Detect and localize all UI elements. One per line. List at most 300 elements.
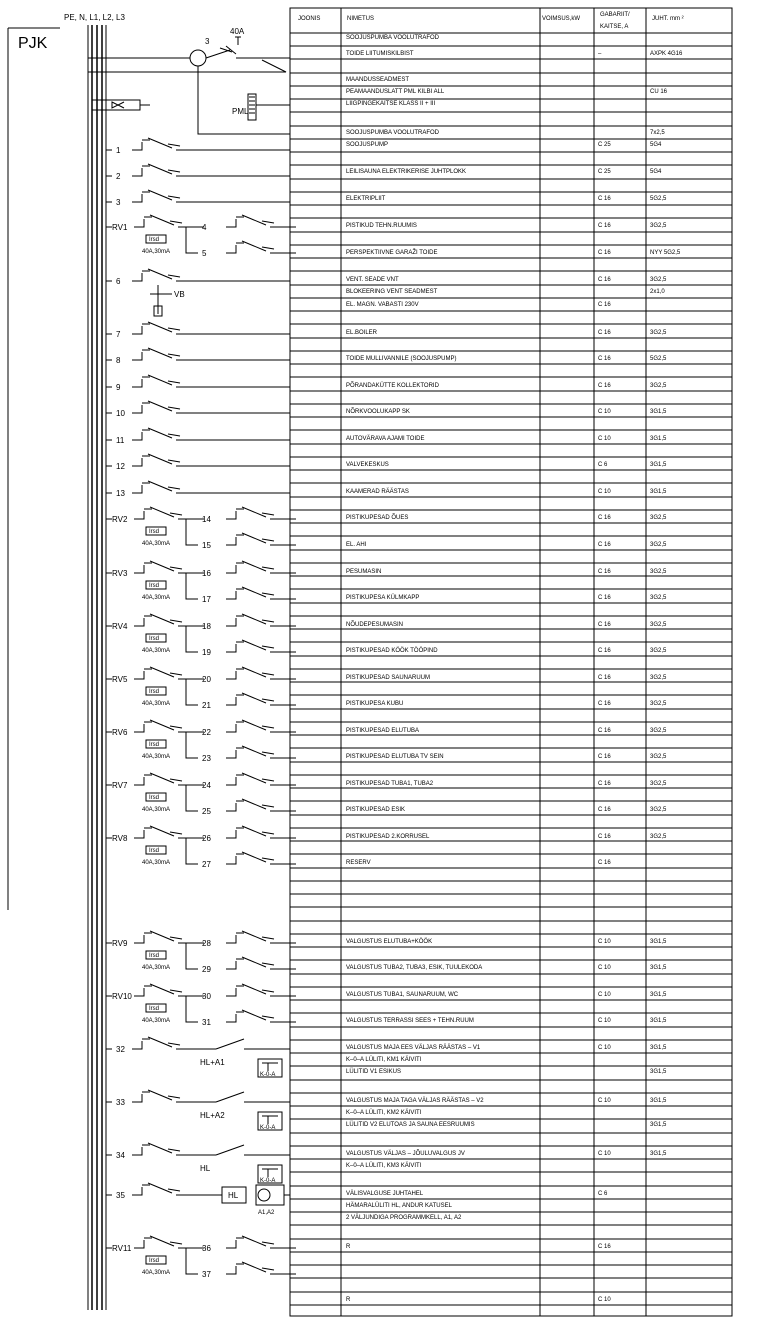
row-name: PISTIKUPESAD SAUNARUUM [346, 675, 431, 681]
row-gabariit: C 6 [598, 1191, 608, 1197]
circuit-number: 20 [202, 675, 211, 684]
main-breaker [88, 27, 290, 134]
row-gabariit: C 10 [598, 1297, 611, 1303]
circuit-number: 19 [202, 648, 211, 657]
row-gabariit: C 16 [598, 250, 611, 256]
row-name: ELEKTRIPLIIT [346, 196, 386, 202]
row-juhtmed: 5G2,5 [650, 356, 667, 362]
row-gabariit: C 16 [598, 277, 611, 283]
row-name: LÜLITID V1 ESIKUS [346, 1069, 402, 1075]
rcd-breaker [134, 773, 182, 785]
row-name: PERSPEKTIIVNE GARAŽI TOIDE [346, 250, 438, 256]
circuit-number: 33 [116, 1098, 125, 1107]
row-juhtmed: 3G2,5 [650, 595, 667, 601]
circuit-line [290, 227, 296, 253]
row-name: VALGUSTUS VÄLJAS – JÕULUVALGUS JV [346, 1151, 465, 1157]
rcd-rating: 40A,30mA [142, 701, 171, 707]
rcd-branch [180, 1248, 198, 1274]
row-name: NÕUDEPESUMASIN [346, 622, 404, 628]
header-joonis: JOONIS [298, 16, 321, 22]
row-gabariit: C 10 [598, 965, 611, 971]
row-juhtmed: 3G1,5 [650, 939, 667, 945]
row-juhtmed: 3G2,5 [650, 834, 667, 840]
circuit-number: 6 [116, 277, 121, 286]
circuit-number: 28 [202, 939, 211, 948]
rcd-label: RV11 [112, 1244, 132, 1253]
koa-glyph [262, 1063, 278, 1071]
rcd-rating: 40A,30mA [142, 541, 171, 547]
circuit-breaker [226, 984, 274, 996]
row-name: SOOJUSPUMBA VOOLUTRAFOD [346, 35, 440, 41]
row-name: VALGUSTUS ELUTUBA+KÖÖK [346, 939, 433, 945]
row-juhtmed: 2x1,0 [650, 289, 665, 295]
rcd-tag: Irsd [149, 795, 160, 801]
rcd-rating: 40A,30mA [142, 648, 171, 654]
circuit-breaker [226, 614, 274, 626]
circuit-breaker [226, 773, 274, 785]
rcd-breaker [134, 561, 182, 573]
circuit-breaker [226, 587, 274, 599]
circuit-breaker [132, 481, 180, 493]
circuit-breaker [132, 138, 180, 150]
rcd-breaker [134, 614, 182, 626]
rcd-branch [180, 732, 198, 758]
row-juhtmed: 3G2,5 [650, 277, 667, 283]
koa-label: K-0-A [260, 1072, 276, 1078]
rcd-branch [180, 519, 198, 545]
header-voimsus: VOIMSUS,kW [542, 16, 581, 22]
row-gabariit: C 16 [598, 515, 611, 521]
circuit-table [290, 8, 732, 1316]
row-juhtmed: 3G1,5 [650, 489, 667, 495]
rcd-tag: Irsd [149, 848, 160, 854]
row-juhtmed: 3G1,5 [650, 1018, 667, 1024]
row-name: PISTIKUPESA KÜLMKAPP [346, 595, 420, 601]
rcd-rating: 40A,30mA [142, 1018, 171, 1024]
row-name: RESERV [346, 860, 371, 866]
rcd-rating: 40A,30mA [142, 1270, 171, 1276]
row-gabariit: C 10 [598, 489, 611, 495]
circuit-breaker [226, 693, 274, 705]
header-nimetus: NIMETUS [347, 16, 374, 22]
rcd-label: RV7 [112, 781, 128, 790]
rcd-tag: Irsd [149, 529, 160, 535]
row-name: VALVEKESKUS [346, 462, 389, 468]
rcd-branch [180, 679, 198, 705]
row-juhtmed: 3G2,5 [650, 675, 667, 681]
row-name: SOOJUSPUMBA VOOLUTRAFOD [346, 130, 440, 136]
circuit-breaker [132, 1090, 180, 1102]
row-name: R [346, 1244, 351, 1250]
circuit-number: 17 [202, 595, 211, 604]
row-juhtmed: 3G2,5 [650, 701, 667, 707]
row-gabariit: C 10 [598, 939, 611, 945]
circuit-breaker [226, 957, 274, 969]
row-name: PISTIKUPESAD 2.KORRUSEL [346, 834, 430, 840]
koa-label: K-0-A [260, 1125, 276, 1131]
row-name: VALGUSTUS TUBA1, SAUNARUUM, WC [346, 992, 459, 998]
main-number: 3 [205, 37, 210, 46]
circuit-breaker [132, 428, 180, 440]
row-gabariit: C 10 [598, 1098, 611, 1104]
rcd-tag: Irsd [149, 636, 160, 642]
rcd-tag: Irsd [149, 237, 160, 243]
row-name: KAAMERAD RÄÄSTAS [346, 489, 409, 495]
circuit-breaker [226, 826, 274, 838]
row-gabariit: C 10 [598, 436, 611, 442]
circuit-number: 15 [202, 541, 211, 550]
circuit-line [290, 838, 296, 864]
row-juhtmed: 3G2,5 [650, 515, 667, 521]
rcd-breaker [134, 667, 182, 679]
bus-bars [88, 25, 106, 1310]
circuit-breaker [226, 561, 274, 573]
row-juhtmed: 3G2,5 [650, 569, 667, 575]
row-name: K–0–A LÜLITI, KM1 KÄIVITI [346, 1057, 422, 1063]
row-juhtmed: 5G4 [650, 142, 662, 148]
circuit-symbols [106, 138, 296, 1279]
circuit-number: 35 [116, 1191, 125, 1200]
hl-box-label: HL [228, 1191, 239, 1200]
rcd-branch [180, 943, 198, 969]
row-name: EL. MAGN. VABASTI 230V [346, 302, 419, 308]
row-juhtmed: 3G2,5 [650, 622, 667, 628]
row-name: 2 VÄLJUNDIGA PROGRAMMKELL, A1, A2 [346, 1215, 462, 1221]
row-name: PISTIKUPESA KUBU [346, 701, 404, 707]
circuit-number: 11 [116, 436, 125, 445]
circuit-breaker [226, 799, 274, 811]
row-gabariit: C 16 [598, 701, 611, 707]
rcd-branch [180, 573, 198, 599]
rcd-rating: 40A,30mA [142, 807, 171, 813]
circuit-number: 36 [202, 1244, 211, 1253]
circuit-breaker [226, 1262, 274, 1274]
koa-label: K-0-A [260, 1178, 276, 1184]
rcd-label: RV6 [112, 728, 128, 737]
row-gabariit: C 25 [598, 169, 611, 175]
header-kaitse: KAITSE, A [600, 24, 629, 30]
rcd-rating: 40A,30mA [142, 754, 171, 760]
circuit-line [290, 732, 296, 758]
rcd-tag: Irsd [149, 1006, 160, 1012]
circuit-number: 34 [116, 1151, 125, 1160]
rcd-tag: Irsd [149, 742, 160, 748]
row-gabariit: C 16 [598, 781, 611, 787]
circuit-number: 13 [116, 489, 125, 498]
circuit-breaker [226, 241, 274, 253]
circuit-number: 25 [202, 807, 211, 816]
row-name: VALGUSTUS MAJA EES VÄLJAS RÄÄSTAS – V1 [346, 1045, 481, 1051]
header-gabariit: GABARIIT/ [600, 12, 630, 18]
circuit-line [290, 626, 296, 652]
row-name: LÜLITID V2 ELUTOAS JA SAUNA EESRUUMIS [346, 1122, 475, 1128]
circuit-number: 12 [116, 462, 125, 471]
row-name: TOIDE LIITUMISKILBIST [346, 51, 414, 57]
row-juhtmed: 3G1,5 [650, 409, 667, 415]
circuit-number: 21 [202, 701, 211, 710]
circuit-number: 16 [202, 569, 211, 578]
row-name: VALGUSTUS TUBA2, TUBA3, ESIK, TUULEKODA [346, 965, 483, 971]
row-gabariit: C 25 [598, 142, 611, 148]
circuit-number: 10 [116, 409, 125, 418]
row-gabariit: C 16 [598, 383, 611, 389]
table-grid [290, 8, 732, 1316]
row-gabariit: C 16 [598, 834, 611, 840]
row-name: PISTIKUPESAD TUBA1, TUBA2 [346, 781, 434, 787]
row-gabariit: – [598, 51, 602, 57]
rcd-branch [180, 996, 198, 1022]
row-name: VENT. SEADE VNT [346, 277, 399, 283]
row-juhtmed: 3G2,5 [650, 383, 667, 389]
circuit-number: 9 [116, 383, 121, 392]
row-juhtmed: 3G2,5 [650, 728, 667, 734]
row-name: LIIGPINGEKAITSE KLASS II + III [346, 101, 436, 107]
row-gabariit: C 16 [598, 330, 611, 336]
row-name: VALGUSTUS TERRASSI SEES + TEHN.RUUM [346, 1018, 474, 1024]
row-name: LEILISAUNA ELEKTRIKERISE JUHTPLOKK [346, 169, 467, 175]
circuit-number: 18 [202, 622, 211, 631]
bus-label: PE, N, L1, L2, L3 [64, 13, 125, 22]
circuit-breaker [226, 507, 274, 519]
row-juhtmed: 3G2,5 [650, 781, 667, 787]
circuit-number: 32 [116, 1045, 125, 1054]
row-name: K–0–A LÜLITI, KM3 KÄIVITI [346, 1163, 422, 1169]
row-gabariit: C 10 [598, 1151, 611, 1157]
row-gabariit: C 6 [598, 462, 608, 468]
contactor-line [200, 1092, 290, 1102]
circuit-breaker [226, 931, 274, 943]
circuit-number: 29 [202, 965, 211, 974]
rcd-rating: 40A,30mA [142, 860, 171, 866]
panel-title: PJK [18, 35, 48, 52]
header-juhtmed: JUHT. mm ² [652, 16, 684, 22]
row-name: PISTIKUPESAD ELUTUBA [346, 728, 420, 734]
circuit-number: 26 [202, 834, 211, 843]
row-name: PISTIKUPESAD ESIK [346, 807, 406, 813]
row-juhtmed: 3G1,5 [650, 1151, 667, 1157]
row-gabariit: C 16 [598, 675, 611, 681]
koa-glyph [262, 1169, 278, 1177]
circuit-number: 1 [116, 146, 121, 155]
rcd-breaker [134, 826, 182, 838]
row-juhtmed: 3G1,5 [650, 1122, 667, 1128]
circuit-breaker [226, 533, 274, 545]
row-name: AUTOVÄRAVA AJAMI TOIDE [346, 436, 425, 442]
vb-line [150, 281, 290, 314]
row-juhtmed: NYY 5G2,5 [650, 250, 681, 256]
hl-label: HL+A2 [200, 1111, 225, 1120]
row-juhtmed: 3G1,5 [650, 1045, 667, 1051]
contactor-line [200, 1145, 290, 1155]
row-juhtmed: CU 16 [650, 89, 668, 95]
row-juhtmed: 3G1,5 [650, 1098, 667, 1104]
row-juhtmed: 5G2,5 [650, 196, 667, 202]
rcd-label: RV9 [112, 939, 128, 948]
row-gabariit: C 16 [598, 1244, 611, 1250]
row-name: PESUMASIN [346, 569, 382, 575]
row-name: EL. AHI [346, 542, 367, 548]
circuit-breaker [132, 401, 180, 413]
vb-label: VB [174, 290, 185, 299]
circuit-number: 23 [202, 754, 211, 763]
rcd-breaker [134, 984, 182, 996]
circuit-number: 37 [202, 1270, 211, 1279]
row-juhtmed: 3G1,5 [650, 436, 667, 442]
row-name: PISTIKUD TEHN.RUUMIS [346, 223, 417, 229]
circuit-number: 3 [116, 198, 121, 207]
circuit-number: 24 [202, 781, 211, 790]
circuit-number: 4 [202, 223, 207, 232]
rcd-tag: Irsd [149, 1258, 160, 1264]
row-gabariit: C 16 [598, 542, 611, 548]
rcd-breaker [134, 931, 182, 943]
rcd-rating: 40A,30mA [142, 595, 171, 601]
circuit-number: 8 [116, 356, 121, 365]
row-gabariit: C 16 [598, 860, 611, 866]
row-juhtmed: 3G1,5 [650, 992, 667, 998]
rcd-breaker [134, 215, 182, 227]
rcd-tag: Irsd [149, 953, 160, 959]
circuit-number: 14 [202, 515, 211, 524]
main-rating: 40A [230, 27, 245, 36]
row-name: BLOKEERING VENT SEADMEST [346, 289, 438, 295]
row-gabariit: C 16 [598, 569, 611, 575]
circuit-number: 2 [116, 172, 121, 181]
row-name: EL.BOILER [346, 330, 378, 336]
rcd-branch [180, 785, 198, 811]
row-gabariit: C 16 [598, 196, 611, 202]
contactor-line [200, 1039, 290, 1049]
row-name: R [346, 1297, 351, 1303]
row-name: PEAMAANDUSLATT PML KILBI ALL [346, 89, 445, 95]
timer-clock [258, 1189, 270, 1201]
circuit-number: 31 [202, 1018, 211, 1027]
rcd-branch [180, 626, 198, 652]
rcd-label: RV1 [112, 223, 128, 232]
circuit-breaker [226, 1010, 274, 1022]
rcd-tag: Irsd [149, 689, 160, 695]
circuit-breaker [132, 164, 180, 176]
pml-label: PML [232, 107, 249, 116]
circuit-breaker [132, 190, 180, 202]
row-name: PISTIKUPESAD ELUTUBA TV SEIN [346, 754, 444, 760]
row-juhtmed: AXPK 4G16 [650, 51, 683, 57]
row-gabariit: C 10 [598, 409, 611, 415]
row-name: VÄLISVALGUSE JUHTAHEL [346, 1191, 424, 1197]
row-juhtmed: 3G1,5 [650, 462, 667, 468]
rcd-rating: 40A,30mA [142, 249, 171, 255]
row-gabariit: C 16 [598, 223, 611, 229]
circuit-number: 22 [202, 728, 211, 737]
surge-protection [92, 94, 290, 120]
row-juhtmed: 3G2,5 [650, 648, 667, 654]
row-juhtmed: 7x2,5 [650, 130, 665, 136]
row-name: SOOJUSPUMP [346, 142, 389, 148]
rcd-label: RV4 [112, 622, 128, 631]
row-gabariit: C 16 [598, 622, 611, 628]
row-juhtmed: 3G2,5 [650, 542, 667, 548]
row-juhtmed: 3G1,5 [650, 965, 667, 971]
rcd-rating: 40A,30mA [142, 965, 171, 971]
circuit-breaker [226, 720, 274, 732]
row-name: HÄMARALÜLITI HL, ANDUR KATUSEL [346, 1203, 452, 1209]
rcd-tag: Irsd [149, 583, 160, 589]
timer-label: A1,A2 [258, 1210, 275, 1216]
rcd-branch [180, 838, 198, 864]
row-juhtmed: 3G2,5 [650, 330, 667, 336]
row-name: NÕRKVOOLUKAPP SK [346, 409, 410, 415]
hl-label: HL+A1 [200, 1058, 225, 1067]
row-gabariit: C 10 [598, 992, 611, 998]
row-name: MAANDUSSEADMEST [346, 77, 410, 83]
circuit-breaker [226, 852, 274, 864]
row-name: PISTIKUPESAD KÖÖK TÖÖPIND [346, 648, 438, 654]
rcd-breaker [134, 507, 182, 519]
row-gabariit: C 16 [598, 356, 611, 362]
row-name: VALGUSTUS MAJA TAGA VÄLJAS RÄÄSTAS – V2 [346, 1098, 484, 1104]
circuit-number: 5 [202, 249, 207, 258]
row-juhtmed: 5G4 [650, 169, 662, 175]
row-name: K–0–A LÜLITI, KM2 KÄIVITI [346, 1110, 422, 1116]
row-name: PÕRANDAKÜTTE KOLLEKTORID [346, 383, 439, 389]
circuit-breaker [226, 640, 274, 652]
circuit-line [290, 785, 296, 811]
row-gabariit: C 16 [598, 302, 611, 308]
koa-glyph [262, 1116, 278, 1124]
circuit-number: 30 [202, 992, 211, 1001]
row-juhtmed: 3G2,5 [650, 807, 667, 813]
circuit-breaker [132, 454, 180, 466]
row-juhtmed: 3G1,5 [650, 1069, 667, 1075]
circuit-breaker [226, 1236, 274, 1248]
row-gabariit: C 16 [598, 754, 611, 760]
rcd-label: RV3 [112, 569, 128, 578]
rcd-breaker [134, 720, 182, 732]
rcd-label: RV2 [112, 515, 128, 524]
row-gabariit: C 10 [598, 1045, 611, 1051]
circuit-number: 7 [116, 330, 121, 339]
rcd-label: RV5 [112, 675, 128, 684]
circuit-breaker [226, 667, 274, 679]
row-gabariit: C 16 [598, 807, 611, 813]
circuit-breaker [132, 322, 180, 334]
row-gabariit: C 10 [598, 1018, 611, 1024]
circuit-number: 27 [202, 860, 211, 869]
circuit-line [290, 573, 296, 599]
circuit-breaker [226, 215, 274, 227]
circuit-breaker [132, 348, 180, 360]
row-juhtmed: 3G2,5 [650, 754, 667, 760]
circuit-breaker [132, 375, 180, 387]
row-name: PISTIKUPESAD ÕUES [346, 515, 409, 521]
rcd-label: RV8 [112, 834, 128, 843]
row-juhtmed: 3G2,5 [650, 223, 667, 229]
row-name: TOIDE MULLIVANNILE (SOOJUSPUMP) [346, 356, 457, 362]
circuit-line [290, 679, 296, 705]
row-gabariit: C 16 [598, 728, 611, 734]
row-gabariit: C 16 [598, 595, 611, 601]
rcd-label: RV10 [112, 992, 132, 1001]
rcd-breaker [134, 1236, 182, 1248]
circuit-breaker [132, 1143, 180, 1155]
circuit-breaker [132, 1037, 180, 1049]
rcd-branch [180, 227, 198, 253]
hl-label: HL [200, 1164, 211, 1173]
circuit-breaker [226, 746, 274, 758]
row-gabariit: C 16 [598, 648, 611, 654]
circuit-breaker [132, 269, 180, 281]
circuit-breaker [132, 1183, 180, 1195]
